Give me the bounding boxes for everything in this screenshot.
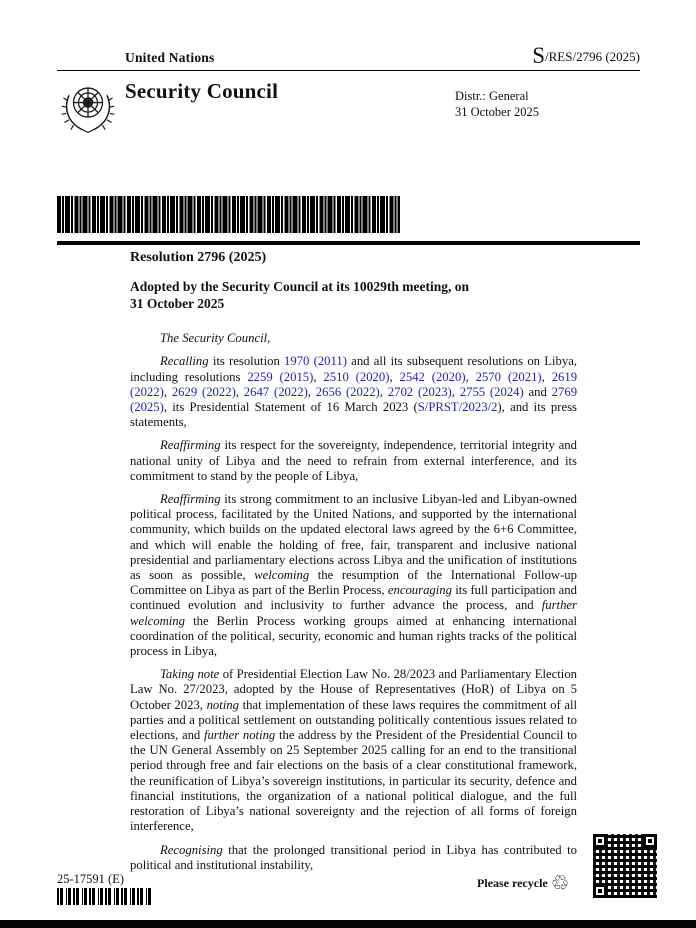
paragraph-text: , [389,369,400,384]
distribution-line: Distr.: General [455,89,529,103]
resolution-link[interactable]: 2542 (2020) [399,369,466,384]
preamble-paragraph [130,354,577,430]
paragraph-text: ), and its press statements, [130,400,577,430]
qr-finder-icon [643,834,657,848]
emphasis-text: Taking note [160,667,220,682]
paragraph-text: that implementation of these laws requires the commitment of all parties and a political settlement on outstanding politically contentious issues related to elections, and [130,697,577,743]
paragraph-text: , its Presidential Statement of 16 March 2023 ( [163,400,418,415]
paragraph-text: the Berlin Process working groups aimed at enhancing international coordination of the political, security, economic and human rights tracks of the political process in Libya, [130,613,577,659]
adoption-heading-line1: Adopted by the Security Council at its 10029th meeting, on [130,279,470,295]
paragraph-text: , [163,384,172,399]
distribution-block [455,89,539,120]
paragraph-text: and [523,384,552,399]
paragraph-text: , [541,369,552,384]
paragraph-text: , [379,384,388,399]
emphasis-text: Reaffirming [160,438,221,453]
preamble-paragraph [130,843,577,873]
emphasis-text: Recognising [160,842,223,857]
paragraph-text: that the prolonged transitional period in Libya has contributed to political and institutional instability, [130,842,577,872]
document-symbol-prefix: S [532,43,546,68]
resolution-link[interactable]: 2570 (2021) [475,369,542,384]
paragraph-text: its full participation and continued evolution and inclusivity to further advance the process, and [130,583,577,613]
paragraph-text: , [307,384,316,399]
resolution-link[interactable]: 2755 (2024) [459,384,524,399]
resolution-link[interactable]: 2629 (2022) [171,384,236,399]
resolution-link[interactable]: 2510 (2020) [323,369,390,384]
scan-edge-strip [0,920,696,928]
qr-finder-icon [593,834,607,848]
emphasis-text: further welcoming [130,598,577,628]
paragraph-text: its respect for the sovereignty, independence, territorial integrity and national unity of Libya and the need to refrain from external interference, and its commitment to stand by the people of Libya, [130,438,577,483]
document-symbol [532,44,640,67]
org-name: United Nations [125,50,215,65]
emphasis-text: further noting [203,728,276,743]
recycle-icon: ♲ [550,871,570,895]
qr-finder-icon [593,884,607,898]
paragraph-text: , [465,369,476,384]
paragraph-text: the address by the President of the Presidential Council to the UN General Assembly on 25 September 2025 calling for an end to the transitional period through free and fair elections on the basis of a clear constitutional framework, the reunification of Libya’s sovereign institutions, in particular its security, defence and financial institutions, the organization of a national political dialogue, and the full restoration of Libya’s national sovereignty and the rejection of all forms of foreign interference, [130,728,577,834]
emphasis-text: Reaffirming [160,492,221,507]
header-divider-thin [57,70,640,71]
emphasis-text: Recalling [160,354,209,369]
paragraph-text: its strong commitment to an inclusive Libyan-led and Libyan-owned political process, facilitated by the United Nations, and supported by the international community, which builds on the updated electoral laws agreed by the 6+6 Committee, and which will enable the holding of free, fair, transparent and inclusive national presidential and parliamentary elections across Libya and the unification of institutions as soon as possible, [130,492,577,583]
job-number-barcode [57,888,153,905]
adoption-heading-line2: 31 October 2025 [130,295,225,311]
preamble-paragraph [130,331,577,346]
resolution-link[interactable]: 2769 (2025) [130,384,578,415]
emphasis-text: encouraging [387,583,452,598]
adoption-heading [130,279,577,312]
emphasis-text: The Security Council, [160,331,271,346]
resolution-body [130,250,577,881]
paragraph-text: of Presidential Election Law No. 28/2023 and Parliamentary Election Law No. 27/2023, adopted by the House of Representatives (HoR) of Libya on 5 October 2023, [130,667,578,712]
recycle-note [477,873,570,894]
paragraph-text: , [235,384,244,399]
resolution-link[interactable]: 2656 (2022) [315,384,380,399]
paragraph-text: the resumption of the International Follow-up Committee on Libya as part of the Berlin Process, [130,568,577,598]
un-emblem-icon [59,79,117,137]
resolution-link[interactable]: S/PRST/2023/2 [417,400,498,415]
organ-title: Security Council [125,79,279,103]
document-date: 31 October 2025 [455,104,540,119]
preamble-paragraph [130,492,577,659]
preamble-paragraphs [130,331,577,873]
resolution-link[interactable]: 2647 (2022) [243,384,308,399]
resolution-link[interactable]: 2702 (2023) [387,384,452,399]
resolution-link[interactable]: 2259 (2015) [247,369,314,384]
paragraph-text: its resolution [208,354,285,369]
preamble-paragraph [130,438,577,484]
paragraph-text: and all its subsequent resolutions on Libya, including resolutions [130,354,577,384]
resolution-link[interactable]: 1970 (2011) [284,354,347,369]
emphasis-text: noting [206,697,239,712]
preamble-paragraph [130,667,577,834]
paragraph-text: , [451,384,460,399]
qr-code [593,834,657,898]
recycle-label: Please recycle [477,876,548,890]
document-symbol-rest: /RES/2796 (2025) [545,49,640,64]
resolution-link[interactable]: 2619 (2022) [130,369,578,399]
job-number: 25-17591 (E) [57,872,124,886]
resolution-title: Resolution 2796 (2025) [130,250,267,265]
header-divider-thick [57,241,640,245]
emphasis-text: welcoming [254,568,310,583]
document-symbol-barcode [57,196,400,233]
paragraph-text: , [313,369,324,384]
